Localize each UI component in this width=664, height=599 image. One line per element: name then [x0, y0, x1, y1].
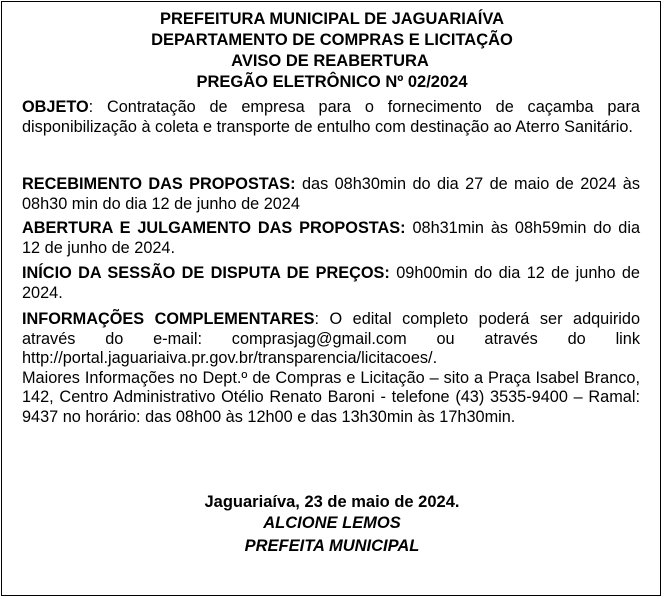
- informacoes-text: : O edital completo poderá ser adquirido através do e-mail: comprasjag@gmail.com ou através do: [22, 310, 640, 348]
- recebimento-text: das 08h30min do dia 27 de maio de 2024 às 08h30 min do dia 12 de junho de 2024: [22, 175, 640, 213]
- inicio-text: 09h00min do dia 12 de junho de 2024.: [22, 264, 640, 302]
- recebimento-label: RECEBIMENTO DAS PROPOSTAS:: [22, 175, 296, 193]
- link-word: link: [615, 329, 640, 348]
- header-department: DEPARTAMENTO DE COMPRAS E LICITAÇÃO: [151, 31, 513, 49]
- section-informacoes: [22, 310, 640, 427]
- abertura-text: 08h31min às 08h59min do dia 12 de junho de 2024.: [22, 219, 640, 257]
- section-abertura: [22, 219, 640, 258]
- section-recebimento: [22, 175, 640, 214]
- header-process-number: PREGÃO ELETRÔNICO Nº 02/2024: [196, 73, 468, 91]
- objeto-text: Contratação de empresa para o fornecimento de caçamba para disponibilização à coleta e transporte de entulho com destinação ao Aterro Sanitário.: [22, 98, 640, 136]
- objeto-label: OBJETO: [22, 98, 89, 116]
- abertura-label: ABERTURA E JULGAMENTO DAS PROPOSTAS:: [22, 219, 406, 237]
- objeto-sep: :: [88, 98, 94, 116]
- signature-title: PREFEITA MUNICIPAL: [244, 537, 420, 555]
- header-notice-type: AVISO DE REABERTURA: [231, 52, 429, 70]
- informacoes-contact: Maiores Informações no Dept.º de Compras e Licitação – sito a Praça Isabel Branco, 142, Centro Administrativo Otélio Renato Baroni - telefone (43) 3535-9400 – Ramal: 9437 no horário: das 08h00 às 12h00 e das 13h30min às 17h30min.: [22, 368, 640, 426]
- signature-name: ALCIONE LEMOS: [263, 514, 401, 532]
- inicio-label: INÍCIO DA SESSÃO DE DISPUTA DE PREÇOS:: [22, 264, 390, 282]
- section-objeto: [22, 98, 640, 137]
- portal-url[interactable]: http://portal.jaguariaiva.pr.gov.br/transparencia/licitacoes/.: [22, 349, 438, 367]
- section-inicio: [22, 264, 640, 303]
- informacoes-label: INFORMAÇÕES COMPLEMENTARES: [22, 310, 315, 328]
- signature-place-date: Jaguariaíva, 23 de maio de 2024.: [204, 493, 460, 511]
- header-municipality: PREFEITURA MUNICIPAL DE JAGUARIAÍVA: [159, 10, 505, 28]
